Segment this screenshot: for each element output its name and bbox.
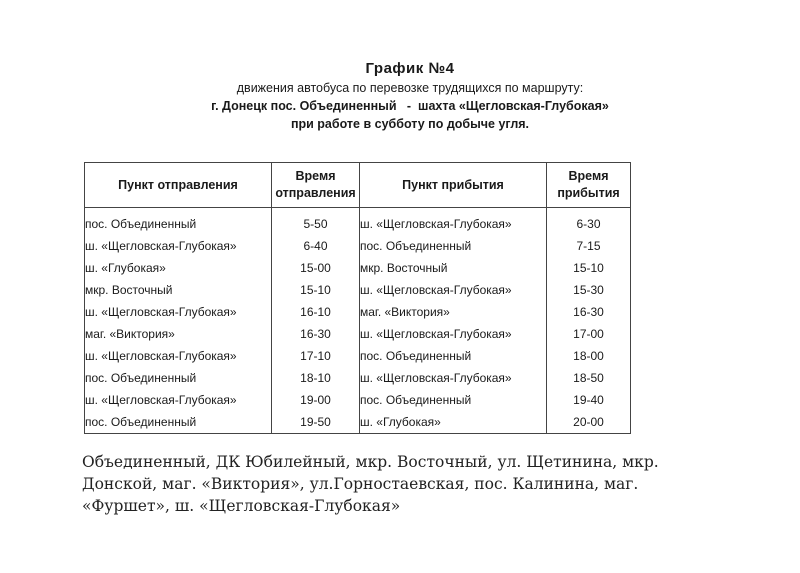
departure-point-cell: пос. Объединенный — [85, 213, 272, 235]
departure-point-cell: ш. «Глубокая» — [85, 257, 272, 279]
arrival-point-cell: ш. «Щегловская-Глубокая» — [360, 279, 547, 301]
departure-time-cell: 19-50 — [272, 411, 360, 434]
arrival-time-cell: 15-10 — [547, 257, 631, 279]
departure-time-cell: 17-10 — [272, 345, 360, 367]
col-header-arrival-time-line1: Время — [568, 169, 609, 183]
table-body — [85, 208, 631, 434]
departure-time-cell: 6-40 — [272, 235, 360, 257]
arrival-point-cell: маг. «Виктория» — [360, 301, 547, 323]
table-row — [85, 345, 631, 367]
departure-time-cell: 19-00 — [272, 389, 360, 411]
table-row — [85, 279, 631, 301]
arrival-time-cell: 20-00 — [547, 411, 631, 434]
arrival-time-cell: 6-30 — [547, 213, 631, 235]
table-header-row — [85, 163, 631, 208]
arrival-point-cell: ш. «Глубокая» — [360, 411, 547, 434]
arrival-point-cell: пос. Объединенный — [360, 389, 547, 411]
arrival-point-cell: пос. Объединенный — [360, 345, 547, 367]
schedule-subtitle: движения автобуса по перевозке трудящихся по маршруту: — [236, 81, 584, 95]
arrival-time-cell: 18-00 — [547, 345, 631, 367]
arrival-point-cell: ш. «Щегловская-Глубокая» — [360, 323, 547, 345]
arrival-time-cell: 18-50 — [547, 367, 631, 389]
departure-point-cell: ш. «Щегловская-Глубокая» — [85, 345, 272, 367]
arrival-time-cell: 16-30 — [547, 301, 631, 323]
arrival-time-cell: 17-00 — [547, 323, 631, 345]
table-row — [85, 235, 631, 257]
departure-point-cell: ш. «Щегловская-Глубокая» — [85, 235, 272, 257]
departure-point-cell: пос. Объединенный — [85, 367, 272, 389]
route-stops-line-3: «Фуршет», ш. «Щегловская-Глубокая» — [82, 497, 401, 515]
table-row — [85, 213, 631, 235]
arrival-time-cell: 7-15 — [547, 235, 631, 257]
table-row — [85, 257, 631, 279]
arrival-point-cell: мкр. Восточный — [360, 257, 547, 279]
table-row — [85, 367, 631, 389]
departure-point-cell: пос. Объединенный — [85, 411, 272, 434]
schedule-table — [84, 162, 631, 434]
arrival-time-cell: 19-40 — [547, 389, 631, 411]
col-header-departure-point: Пункт отправления — [85, 163, 272, 208]
col-header-departure-time-line2: отправления — [275, 186, 356, 200]
col-header-arrival-time-line2: прибытия — [557, 186, 620, 200]
departure-time-cell: 15-10 — [272, 279, 360, 301]
table-row — [85, 323, 631, 345]
arrival-point-cell: пос. Объединенный — [360, 235, 547, 257]
departure-time-cell: 18-10 — [272, 367, 360, 389]
departure-point-cell: мкр. Восточный — [85, 279, 272, 301]
departure-time-cell: 15-00 — [272, 257, 360, 279]
table-row — [85, 389, 631, 411]
route-stops-text — [82, 451, 742, 517]
departure-point-cell: ш. «Щегловская-Глубокая» — [85, 389, 272, 411]
schedule-title: График №4 — [365, 60, 455, 77]
departure-point-cell: маг. «Виктория» — [85, 323, 272, 345]
arrival-point-cell: ш. «Щегловская-Глубокая» — [360, 213, 547, 235]
table-row — [85, 301, 631, 323]
route-name: г. Донецк пос. Объединенный - шахта «Щегловская-Глубокая» — [211, 99, 609, 113]
departure-time-cell: 16-30 — [272, 323, 360, 345]
table-row — [85, 411, 631, 434]
col-header-departure-time — [272, 163, 360, 208]
col-header-arrival-time — [547, 163, 631, 208]
col-header-departure-time-line1: Время — [295, 169, 336, 183]
arrival-point-cell: ш. «Щегловская-Глубокая» — [360, 367, 547, 389]
route-stops-line-2: Донской, маг. «Виктория», ул.Горностаевская, пос. Калинина, маг. — [82, 475, 639, 493]
route-stops-line-1: Объединенный, ДК Юбилейный, мкр. Восточный, ул. Щетинина, мкр. — [82, 453, 659, 471]
col-header-arrival-point: Пункт прибытия — [360, 163, 547, 208]
arrival-time-cell: 15-30 — [547, 279, 631, 301]
schedule-condition: при работе в субботу по добыче угля. — [290, 117, 530, 131]
departure-point-cell: ш. «Щегловская-Глубокая» — [85, 301, 272, 323]
departure-time-cell: 5-50 — [272, 213, 360, 235]
departure-time-cell: 16-10 — [272, 301, 360, 323]
